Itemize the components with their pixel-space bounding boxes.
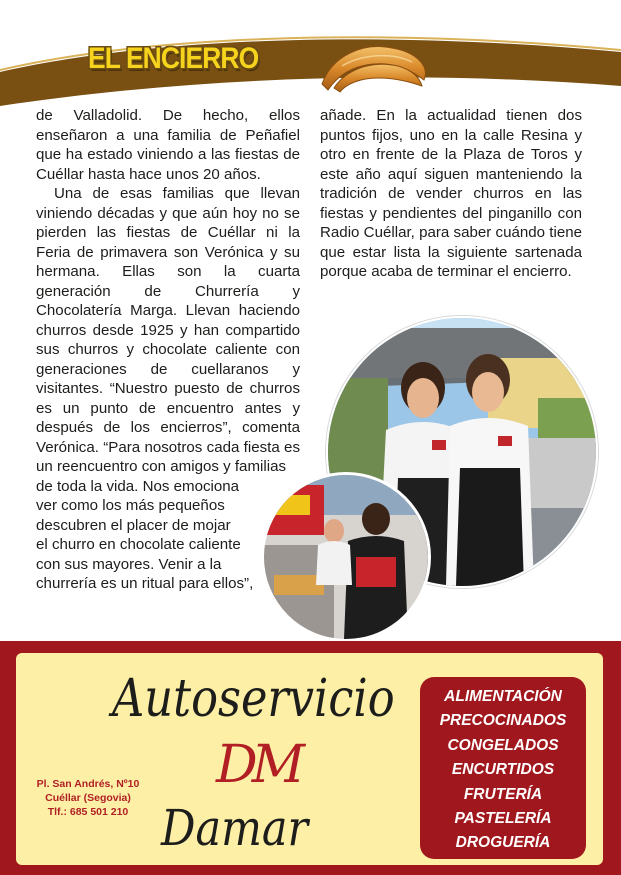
ad-service-item: PASTELERÍA xyxy=(454,810,552,828)
article-line: descubren el placer de mojar xyxy=(36,516,231,534)
section-title: EL ENCIERRO xyxy=(88,42,259,75)
article-column-left xyxy=(36,106,300,594)
ad-service-item: DROGUERÍA xyxy=(455,834,551,852)
photo-puesto xyxy=(261,472,431,642)
article-line: con sus mayores. Venir a la xyxy=(36,555,222,573)
article-line: ver como los más pequeños xyxy=(36,497,225,514)
ad-brand-top: Autoservicio xyxy=(112,669,395,729)
ad-address-street: Pl. San Andrés, Nº10 xyxy=(36,778,140,790)
article-paragraph: de Valladolid. De hecho, ellos enseñaron a una familia de Peñafiel que ha estado viniendo a las fiestas de Cuéllar hasta hace unos 20 años. xyxy=(36,107,300,183)
article-paragraph: añade. En la actualidad tienen dos puntos fijos, uno en la calle Resina y otro en frente de la Plaza de Toros y este año aquí siguen manteniendo la tradición de vender churros en las fiestas y pendientes del pinganillo con Radio Cuéllar, para saber cuándo tiene que estar lista la siguiente sartenada porque acaba de terminar el encierro. xyxy=(320,107,582,280)
article-paragraph: Una de esas familias que llevan viniendo décadas y que aún hoy no se pierden las fiestas de Cuéllar ni la Feria de primavera son Verónica y su hermana. Ellas son la cuarta generación de Churrería y Chocolatería Marga. Llevan haciendo churros desde 1925 y han compartido sus churros y chocolate caliente con generaciones de cuellaranos y visitantes. “Nuestro puesto de churros es un punto de encuentro antes y después de los encierros”, comenta Verónica. “Para nosotros cada fiesta es un reencuentro con amigos y familias xyxy=(36,185,300,475)
ad-service-item: ENCURTIDOS xyxy=(451,761,555,779)
ad-services-box xyxy=(420,677,586,859)
ad-service-item: ALIMENTACIÓN xyxy=(444,688,562,705)
ad-address-city: Cuéllar (Segovia) xyxy=(45,792,131,804)
article-column-right xyxy=(320,106,582,282)
ad-banner xyxy=(0,641,621,875)
ad-address xyxy=(34,777,142,819)
ad-address-phone: Tlf.: 685 501 210 xyxy=(47,806,129,818)
ad-service-item: FRUTERÍA xyxy=(463,785,543,803)
article-line: de toda la vida. Nos emociona xyxy=(36,477,240,495)
header-band xyxy=(0,0,621,110)
ad-service-item: CONGELADOS xyxy=(447,736,559,754)
ad-panel xyxy=(16,653,603,865)
ad-services-list xyxy=(420,677,586,856)
article-line: el churro en chocolate caliente xyxy=(36,536,241,553)
ad-service-item: PRECOCINADOS xyxy=(439,712,567,730)
article-line: churrería es un ritual para ellos”, xyxy=(36,575,254,592)
article-paragraph-wrap xyxy=(36,477,272,594)
ad-brand-bottom: Damar xyxy=(161,799,309,857)
churro-icon xyxy=(312,36,432,96)
ad-monogram: DM xyxy=(216,735,299,795)
